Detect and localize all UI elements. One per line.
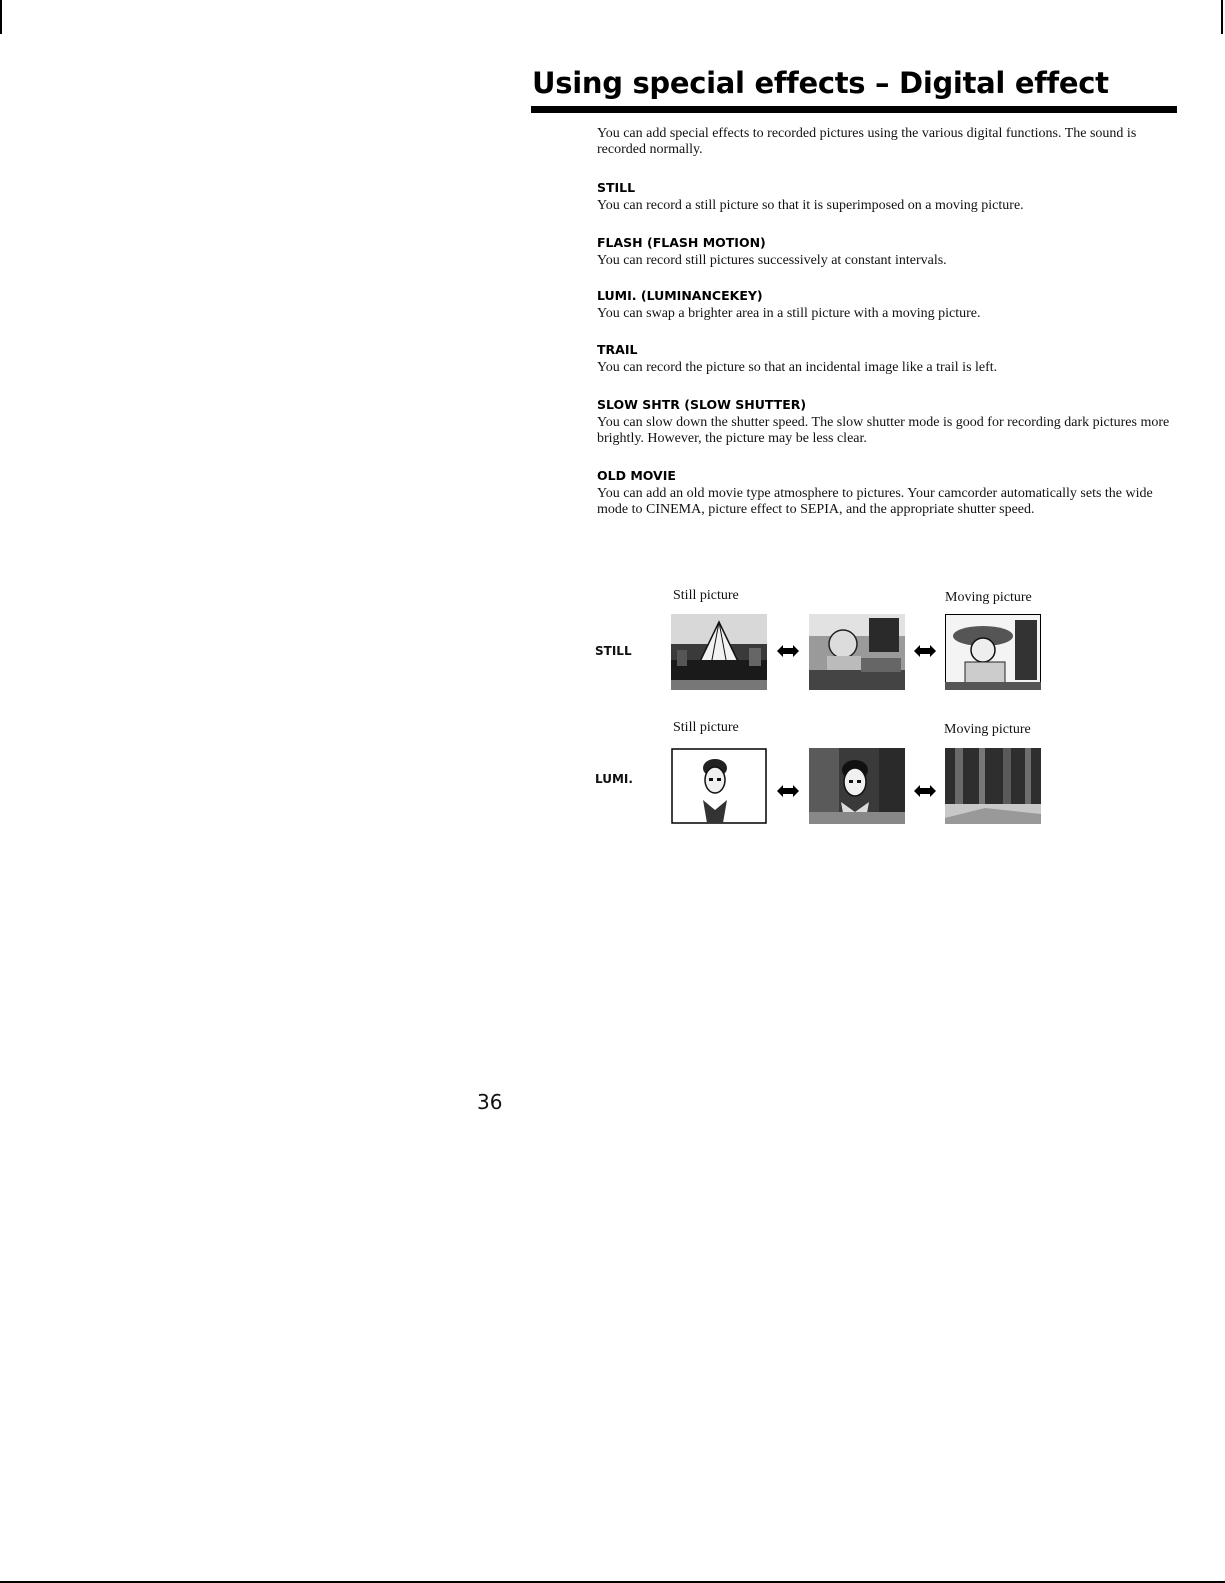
section-text: You can record a still picture so that it is superimposed on a moving picture. <box>597 198 1024 213</box>
section-heading: TRAIL <box>597 342 638 357</box>
page-title: Using special effects – Digital effect <box>532 66 1109 100</box>
still-row-right-caption: Moving picture <box>945 590 1032 605</box>
section-slow-shutter <box>597 397 1177 447</box>
section-heading: LUMI. (LUMINANCEKEY) <box>597 288 763 303</box>
still-row-label: STILL <box>595 644 632 658</box>
still-row-left-caption: Still picture <box>673 588 739 603</box>
scan-edge-right <box>1221 0 1223 34</box>
section-text: You can swap a brighter area in a still picture with a moving picture. <box>597 306 981 321</box>
section-text: You can add an old movie type atmosphere to pictures. Your camcorder automatically sets the wide mode to CINEMA, picture effect to SEPIA, and the appropriate shutter speed. <box>597 486 1153 517</box>
section-text: You can record still pictures successively at constant intervals. <box>597 253 947 268</box>
section-heading: OLD MOVIE <box>597 468 676 483</box>
double-arrow-icon <box>914 645 936 657</box>
intro-paragraph: You can add special effects to recorded pictures using the various digital functions. The sound is recorded normally. <box>597 126 1137 157</box>
double-arrow-icon <box>914 785 936 797</box>
section-heading: FLASH (FLASH MOTION) <box>597 235 766 250</box>
section-text: You can record the picture so that an incidental image like a trail is left. <box>597 360 998 375</box>
page-number: 36 <box>477 1090 503 1114</box>
lumi-row-left-caption: Still picture <box>673 720 739 735</box>
section-old-movie <box>597 468 1177 518</box>
section-text: You can slow down the shutter speed. The slow shutter mode is good for recording dark pictures more brightly. However, the picture may be less clear. <box>597 415 1170 446</box>
moving-picture-photo <box>945 614 1041 690</box>
section-heading: STILL <box>597 180 636 195</box>
section-trail <box>597 342 1177 376</box>
double-arrow-icon <box>777 645 799 657</box>
lumi-row-label: LUMI. <box>595 772 633 786</box>
scan-edge-left <box>0 0 2 34</box>
superimposed-photo <box>809 614 905 690</box>
section-lumi <box>597 288 1177 322</box>
lumi-still-picture-photo <box>671 748 767 824</box>
title-rule-thin <box>531 112 1177 113</box>
lumi-moving-picture-photo <box>945 748 1041 824</box>
lumi-keyed-photo <box>809 748 905 824</box>
still-picture-photo <box>671 614 767 690</box>
section-flash <box>597 235 1177 269</box>
lumi-row-right-caption: Moving picture <box>944 722 1031 737</box>
section-heading: SLOW SHTR (SLOW SHUTTER) <box>597 397 807 412</box>
section-still <box>597 180 1177 214</box>
double-arrow-icon <box>777 785 799 797</box>
